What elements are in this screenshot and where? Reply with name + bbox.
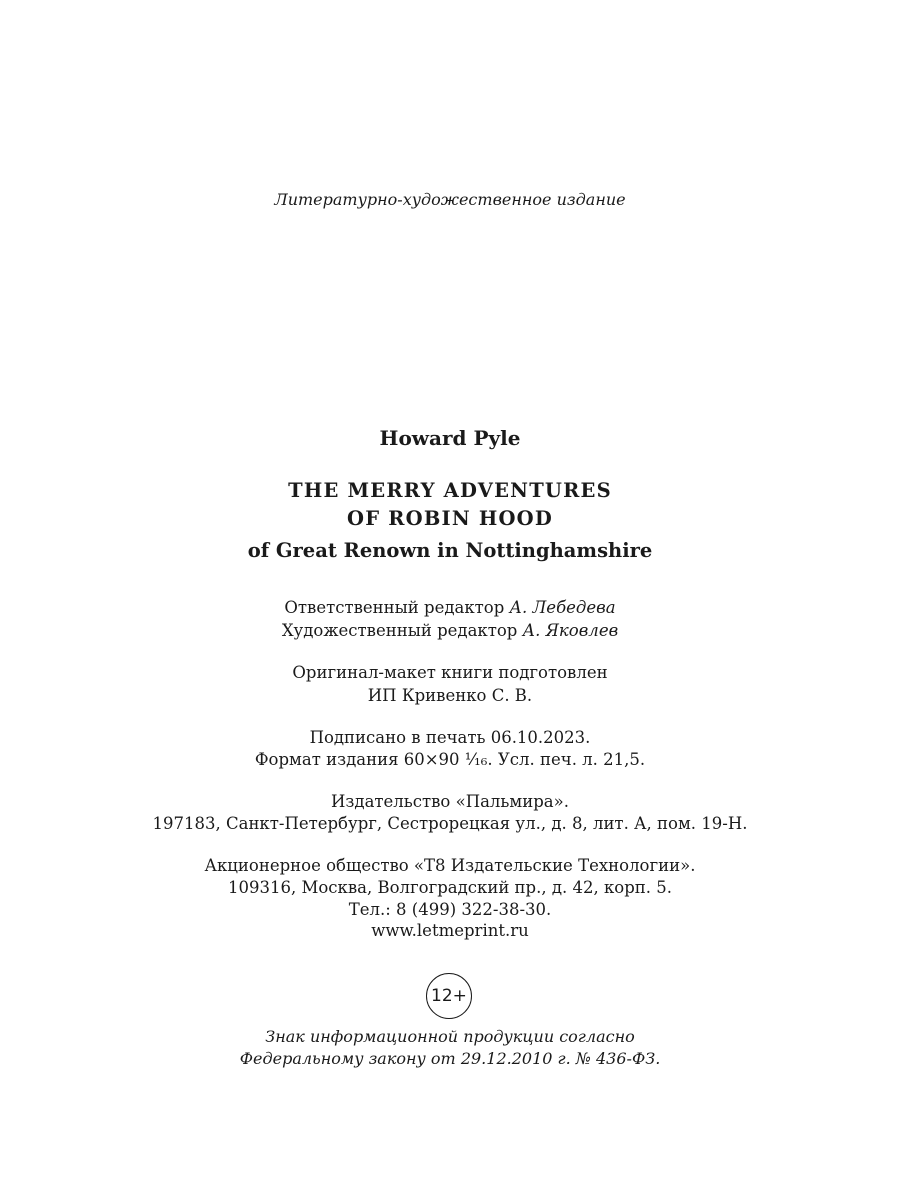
art-editor-role: Художественный редактор — [281, 621, 518, 640]
art-editor-name: А. Яковлев — [522, 621, 619, 640]
responsible-editor-name: А. Лебедева — [509, 598, 616, 617]
publisher-name: Издательство «Пальмира». — [331, 792, 569, 811]
layout-prep-line-1: Оригинал-макет книги подготовлен — [292, 663, 608, 682]
publisher-address: 197183, Санкт-Петербург, Сестрорецкая ул., д. 8, лит. А, пом. 19-Н. — [152, 814, 748, 833]
author-name: Howard Pyle — [379, 426, 521, 450]
responsible-editor — [0, 598, 900, 617]
edition-type: Литературно-художественное издание — [274, 190, 626, 209]
age-rating-badge: 12+ — [426, 973, 472, 1019]
print-format: Формат издания 60×90 ¹⁄₁₆. Усл. печ. л. 21,5. — [254, 750, 646, 769]
printer-phone: Тел.: 8 (499) 322-38-30. — [348, 900, 552, 919]
book-subtitle: of Great Renown in Nottinghamshire — [247, 539, 653, 562]
printer-website: www.letmeprint.ru — [371, 921, 529, 940]
age-notice-line-2: Федеральному закону от 29.12.2010 г. № 436-ФЗ. — [239, 1049, 661, 1068]
art-editor — [0, 621, 900, 640]
book-title-line-2: OF ROBIN HOOD — [347, 507, 553, 530]
printer-address: 109316, Москва, Волгоградский пр., д. 42, корп. 5. — [227, 878, 673, 897]
book-title-line-1: THE MERRY ADVENTURES — [288, 479, 612, 502]
age-notice-line-1: Знак информационной продукции согласно — [265, 1027, 635, 1046]
responsible-editor-role: Ответственный редактор — [284, 598, 505, 617]
printer-name: Акционерное общество «Т8 Издательские Технологии». — [204, 856, 696, 875]
layout-prep-line-2: ИП Кривенко С. В. — [367, 686, 533, 705]
print-signed-date: Подписано в печать 06.10.2023. — [309, 728, 591, 747]
